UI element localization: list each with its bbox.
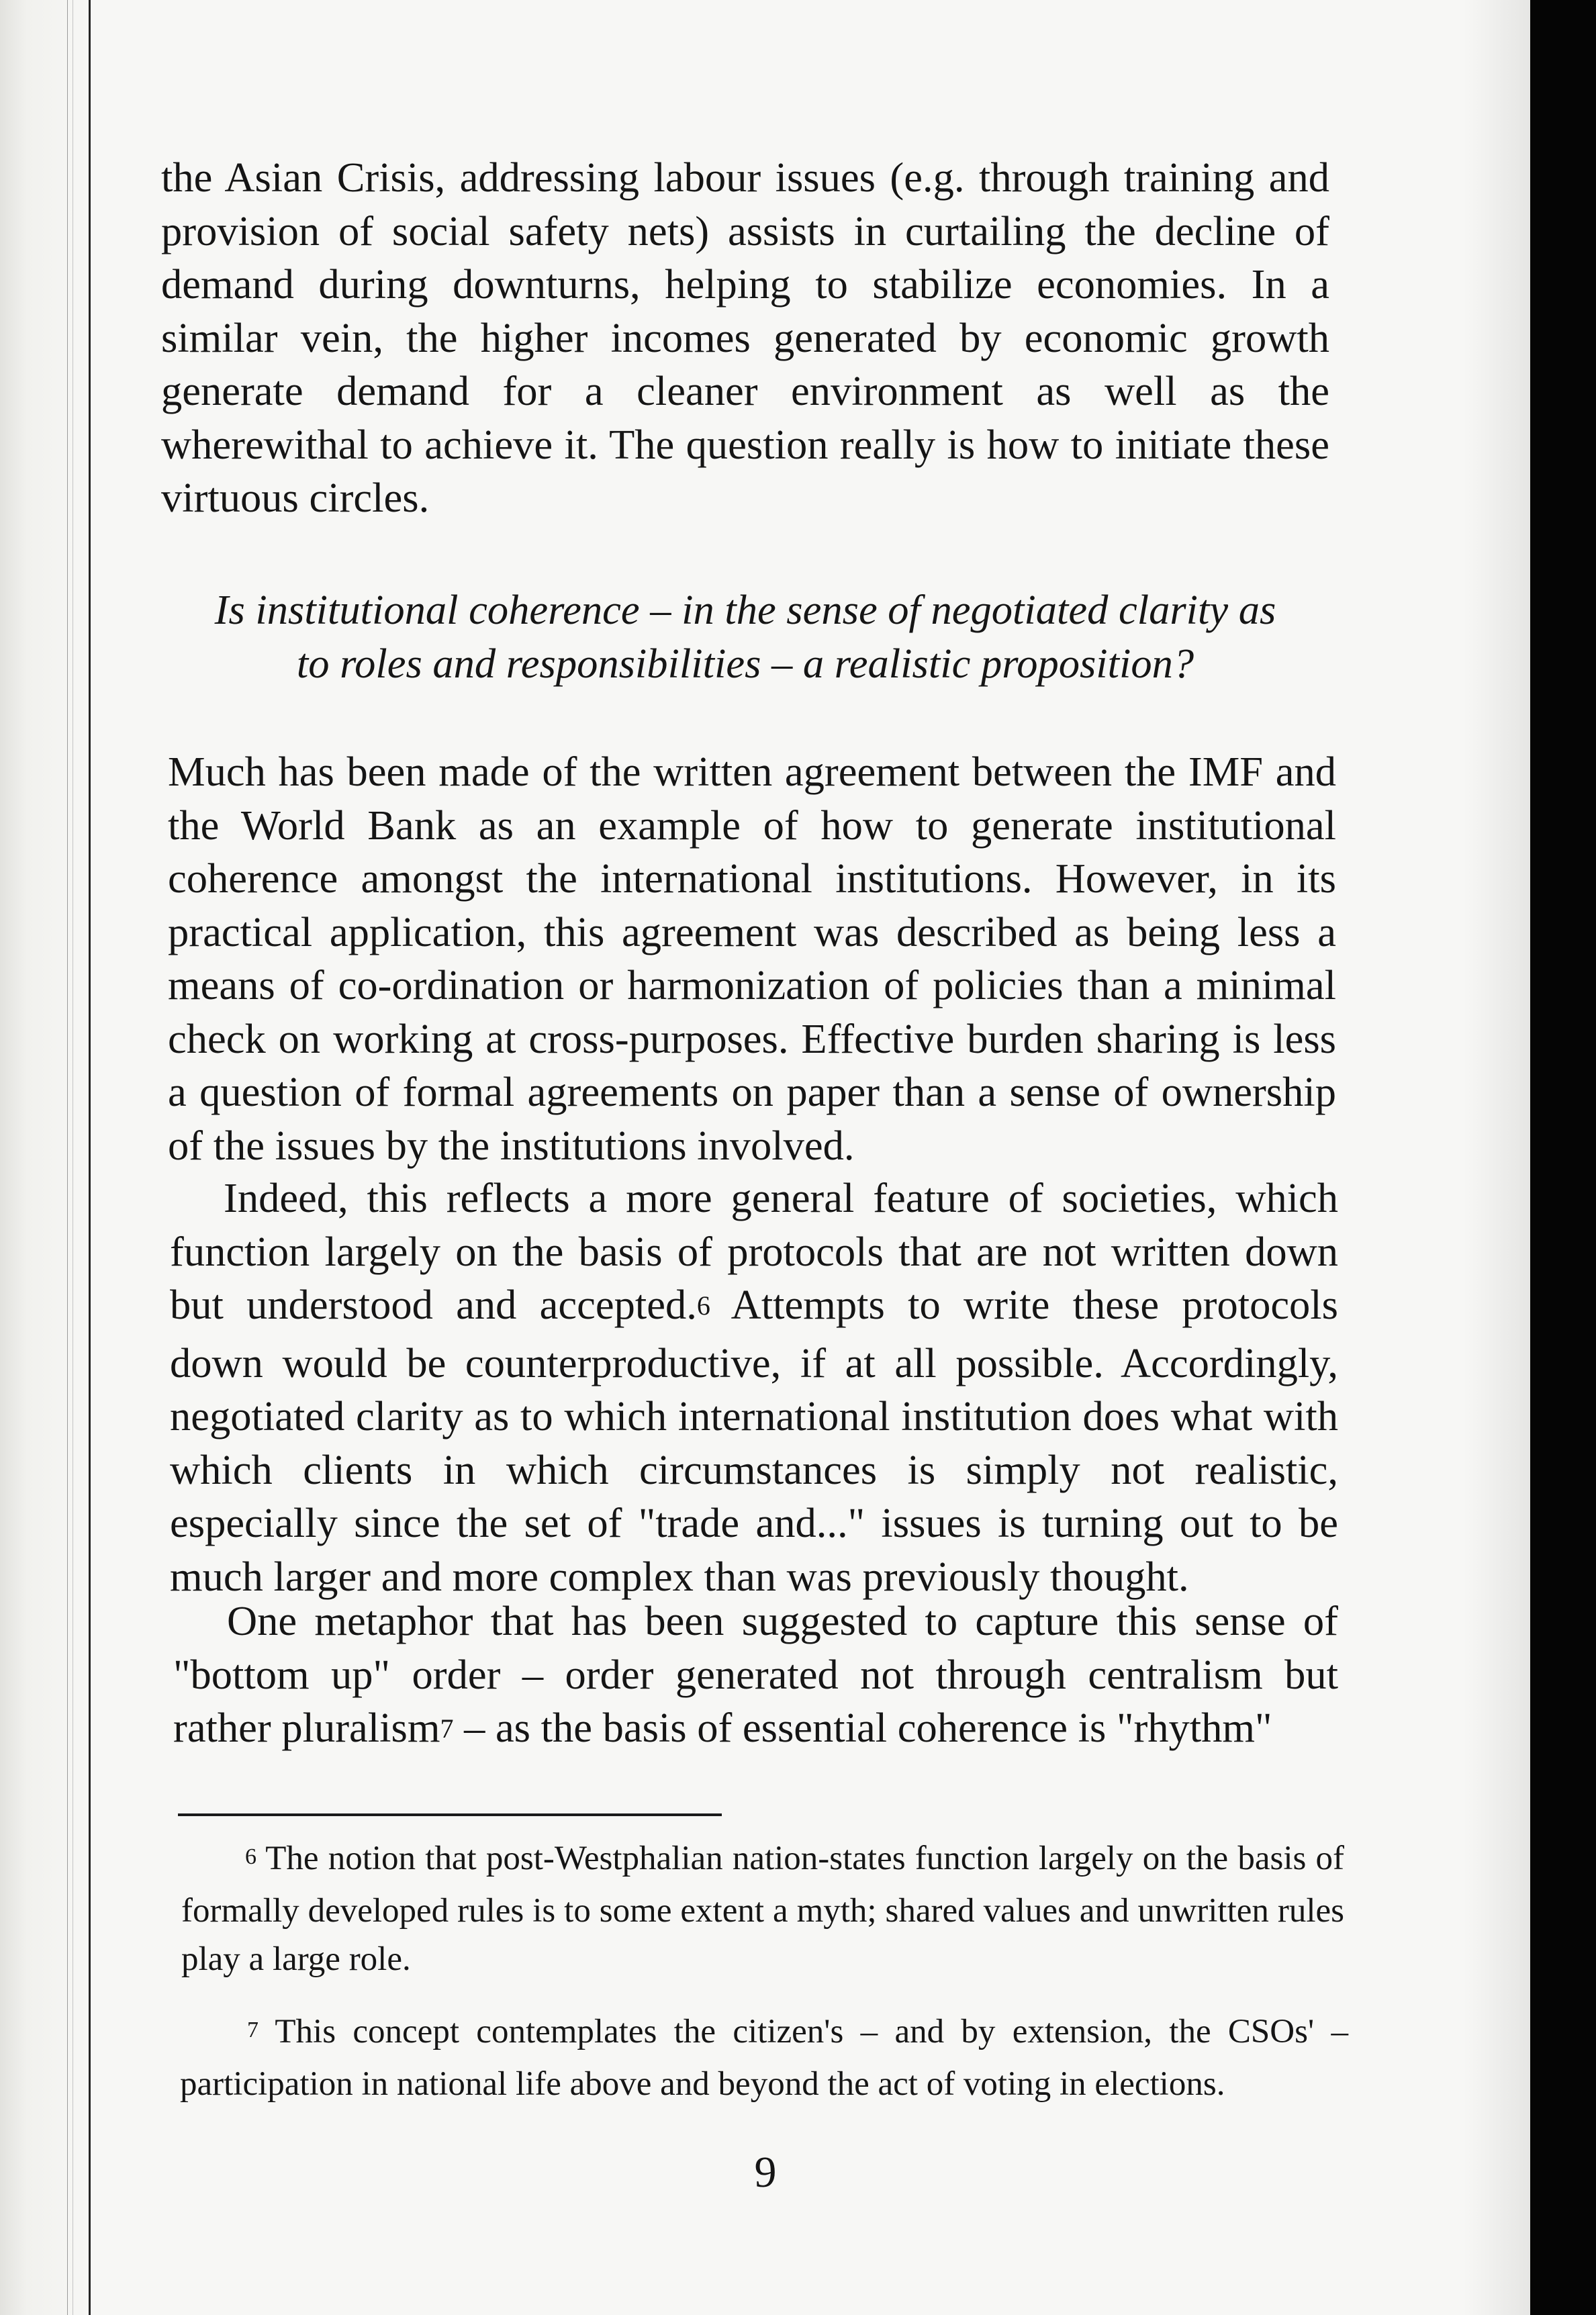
- heading-line-1: Is institutional coherence – in the sense of negotiated clarity as: [214, 586, 1276, 633]
- footnote-text: The notion that post-Westphalian nation-states function largely on the basis of formally developed rules is to some extent a myth; shared values and unwritten rules play a large role.: [181, 1840, 1344, 1978]
- footnote-6: [181, 1834, 1344, 1983]
- paragraph: [173, 1595, 1338, 1760]
- footnote-7: [180, 2007, 1348, 2108]
- paragraph-text: Attempts to write these protocols down would be counterproductive, if at all possible. Accordingly, negotiated clarity as to which international institution does what with which clients in which circumstances is simply not realistic, especially since the set of "trade and..." issues is turning out to be much larger and more complex than was previously thought.: [170, 1281, 1338, 1600]
- footnote-text: This concept contemplates the citizen's – and by extension, the CSOs' – participation in national life above and beyond the act of voting in elections.: [180, 2013, 1348, 2103]
- paragraph: Much has been made of the written agreement between the IMF and the World Bank as an example of how to generate institutional coherence amongst the international institutions. However, in its practical application, this agreement was described as being less a means of co-ordination or harmonization of policies than a minimal check on working at cross-purposes. Effective burden sharing is less a question of formal agreements on paper than a sense of ownership of the issues by the institutions involved.: [168, 748, 1336, 1169]
- footnote-number: 7: [247, 2018, 259, 2042]
- footnote-reference[interactable]: 7: [440, 1713, 454, 1744]
- section-heading: [161, 583, 1329, 690]
- scan-right-shadow: [1463, 0, 1530, 2315]
- page-number: 9: [754, 2148, 777, 2197]
- paragraph-continued: the Asian Crisis, addressing labour issues (e.g. through training and provision of social safety nets) assists in curtailing the decline of demand during downturns, helping to stabilize economies. In a similar vein, the higher incomes generated by economic growth generate demand for a cleaner environment as well as the wherewithal to achieve it. The question really is how to initiate these virtuous circles.: [161, 154, 1329, 521]
- paragraph-text: One metaphor that has been suggested to capture this sense of "bottom up" order – order generated not through centralism but rather pluralism: [173, 1597, 1338, 1751]
- scan-right-edge: [1530, 0, 1596, 2315]
- paragraph: [170, 1172, 1338, 1603]
- heading-line-2: to roles and responsibilities – a realistic proposition?: [296, 640, 1194, 687]
- paragraph-text: – as the basis of essential coherence is "rhythm": [453, 1704, 1272, 1751]
- footnote-number: 6: [245, 1844, 256, 1869]
- scan-left-margin: [0, 0, 87, 2315]
- footnote-separator: [178, 1813, 722, 1816]
- footnote-reference[interactable]: 6: [696, 1290, 710, 1321]
- binding-line: [67, 0, 68, 2315]
- paragraph-text: Indeed, this reflects a more general feature of societies, which function largely on the basis of protocols that are not written down but understood and accepted.: [170, 1174, 1338, 1328]
- page-gutter-line: [89, 0, 91, 2315]
